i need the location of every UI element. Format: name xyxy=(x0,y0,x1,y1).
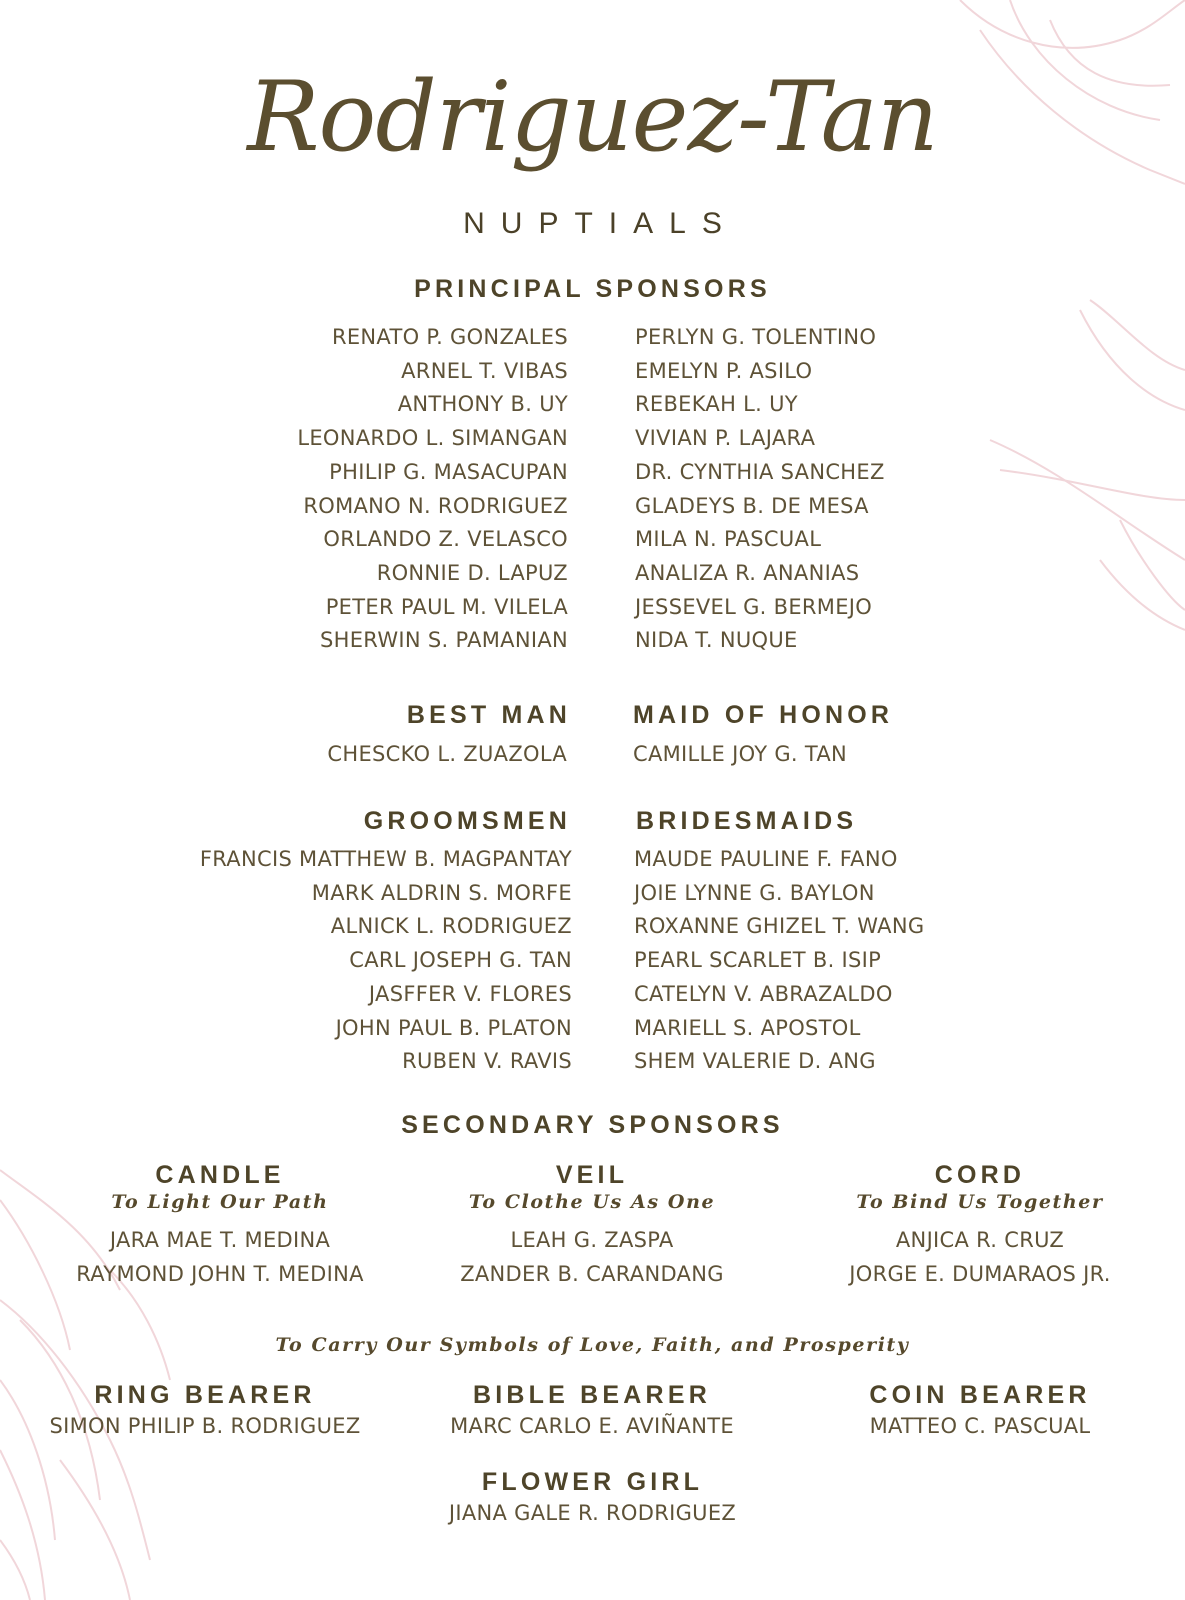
bible-bearer-heading: BIBLE BEARER xyxy=(473,1381,711,1409)
coin-bearer-group xyxy=(780,1380,1180,1444)
candle-heading: CANDLE xyxy=(155,1161,285,1189)
flower-girl-heading: FLOWER GIRL xyxy=(481,1468,704,1496)
bridesmaids-list xyxy=(634,843,924,1079)
list-item: JOIE LYNNE G. BAYLON xyxy=(634,880,875,905)
list-item: ANTHONY B. UY xyxy=(397,392,568,417)
ring-bearer-heading: RING BEARER xyxy=(94,1381,316,1409)
veil-heading: VEIL xyxy=(555,1161,629,1189)
best-man-heading: BEST MAN xyxy=(406,701,571,729)
list-item: RUBEN V. RAVIS xyxy=(402,1049,572,1074)
bible-bearer-group xyxy=(392,1380,792,1444)
list-item: RAYMOND JOHN T. MEDINA xyxy=(76,1261,364,1286)
veil-tagline: To Clothe Us As One xyxy=(468,1191,716,1213)
list-item: SHEM VALERIE D. ANG xyxy=(634,1049,876,1074)
flower-girl-group xyxy=(0,1467,1185,1531)
ring-bearer-group xyxy=(5,1380,405,1444)
list-item: JARA MAE T. MEDINA xyxy=(109,1228,331,1252)
list-item: NIDA T. NUQUE xyxy=(635,628,798,653)
coin-bearer-name: MATTEO C. PASCUAL xyxy=(869,1414,1091,1438)
list-item: SHERWIN S. PAMANIAN xyxy=(320,628,568,653)
list-item: LEAH G. ZASPA xyxy=(510,1228,674,1252)
nuptials-subtitle: NUPTIALS xyxy=(463,207,738,240)
maid-of-honor-heading: MAID OF HONOR xyxy=(633,701,894,729)
cord-tagline: To Bind Us Together xyxy=(856,1191,1104,1213)
list-item: CARL JOSEPH G. TAN xyxy=(349,948,572,973)
principal-sponsors-heading: PRINCIPAL SPONSORS xyxy=(414,275,771,303)
list-item: ROMANO N. RODRIGUEZ xyxy=(303,493,568,518)
list-item: VIVIAN P. LAJARA xyxy=(635,426,816,451)
list-item: PERLYN G. TOLENTINO xyxy=(635,325,877,349)
list-item: JASFFER V. FLORES xyxy=(368,981,572,1006)
groomsmen-heading: GROOMSMEN xyxy=(363,807,571,835)
bible-bearer-name: MARC CARLO E. AVIÑANTE xyxy=(450,1414,734,1438)
list-item: ANALIZA R. ANANIAS xyxy=(635,560,860,585)
best-man-name: CHESCKO L. ZUAZOLA xyxy=(327,742,567,766)
candle-tagline: To Light Our Path xyxy=(111,1191,329,1213)
list-item: JORGE E. DUMARAOS JR. xyxy=(849,1261,1111,1286)
candle-sponsors-group xyxy=(20,1160,420,1291)
list-item: PHILIP G. MASACUPAN xyxy=(329,459,568,484)
list-item: ALNICK L. RODRIGUEZ xyxy=(330,914,572,939)
maid-of-honor-name: CAMILLE JOY G. TAN xyxy=(633,742,848,766)
list-item: PEARL SCARLET B. ISIP xyxy=(634,948,882,973)
list-item: DR. CYNTHIA SANCHEZ xyxy=(635,459,885,484)
coin-bearer-heading: COIN BEARER xyxy=(869,1381,1091,1409)
principal-sponsors-right-list xyxy=(635,321,885,658)
list-item: MILA N. PASCUAL xyxy=(635,527,822,552)
list-item: PETER PAUL M. VILELA xyxy=(325,594,568,619)
flower-girl-name: JIANA GALE R. RODRIGUEZ xyxy=(448,1501,737,1525)
list-item: ZANDER B. CARANDANG xyxy=(460,1261,724,1286)
cord-sponsors-group xyxy=(780,1160,1180,1291)
list-item: EMELYN P. ASILO xyxy=(635,358,813,383)
list-item: RENATO P. GONZALES xyxy=(331,325,568,349)
list-item: MARK ALDRIN S. MORFE xyxy=(311,880,572,905)
cord-heading: CORD xyxy=(934,1161,1026,1189)
list-item: ARNEL T. VIBAS xyxy=(401,358,568,383)
bridesmaids-heading: BRIDESMAIDS xyxy=(636,807,858,835)
secondary-sponsors-heading: SECONDARY SPONSORS xyxy=(401,1111,784,1139)
list-item: LEONARDO L. SIMANGAN xyxy=(297,426,568,451)
principal-sponsors-left-list xyxy=(297,321,568,658)
list-item: MARIELL S. APOSTOL xyxy=(634,1015,861,1040)
list-item: ROXANNE GHIZEL T. WANG xyxy=(634,914,925,939)
ring-bearer-name: SIMON PHILIP B. RODRIGUEZ xyxy=(49,1414,361,1438)
list-item: GLADEYS B. DE MESA xyxy=(635,493,869,518)
list-item: REBEKAH L. UY xyxy=(635,392,798,417)
list-item: ANJICA R. CRUZ xyxy=(895,1228,1065,1252)
veil-sponsors-group xyxy=(392,1160,792,1291)
list-item: JOHN PAUL B. PLATON xyxy=(335,1015,572,1040)
groomsmen-list xyxy=(200,843,572,1079)
couple-title: Rodriguez-Tan xyxy=(247,61,938,173)
list-item: RONNIE D. LAPUZ xyxy=(376,560,568,585)
list-item: JESSEVEL G. BERMEJO xyxy=(635,594,873,619)
bearers-tagline: To Carry Our Symbols of Love, Faith, and Prosperity xyxy=(275,1334,910,1356)
list-item: CATELYN V. ABRAZALDO xyxy=(634,981,893,1006)
list-item: FRANCIS MATTHEW B. MAGPANTAY xyxy=(199,847,572,871)
list-item: ORLANDO Z. VELASCO xyxy=(323,527,568,552)
list-item: MAUDE PAULINE F. FANO xyxy=(634,847,898,871)
